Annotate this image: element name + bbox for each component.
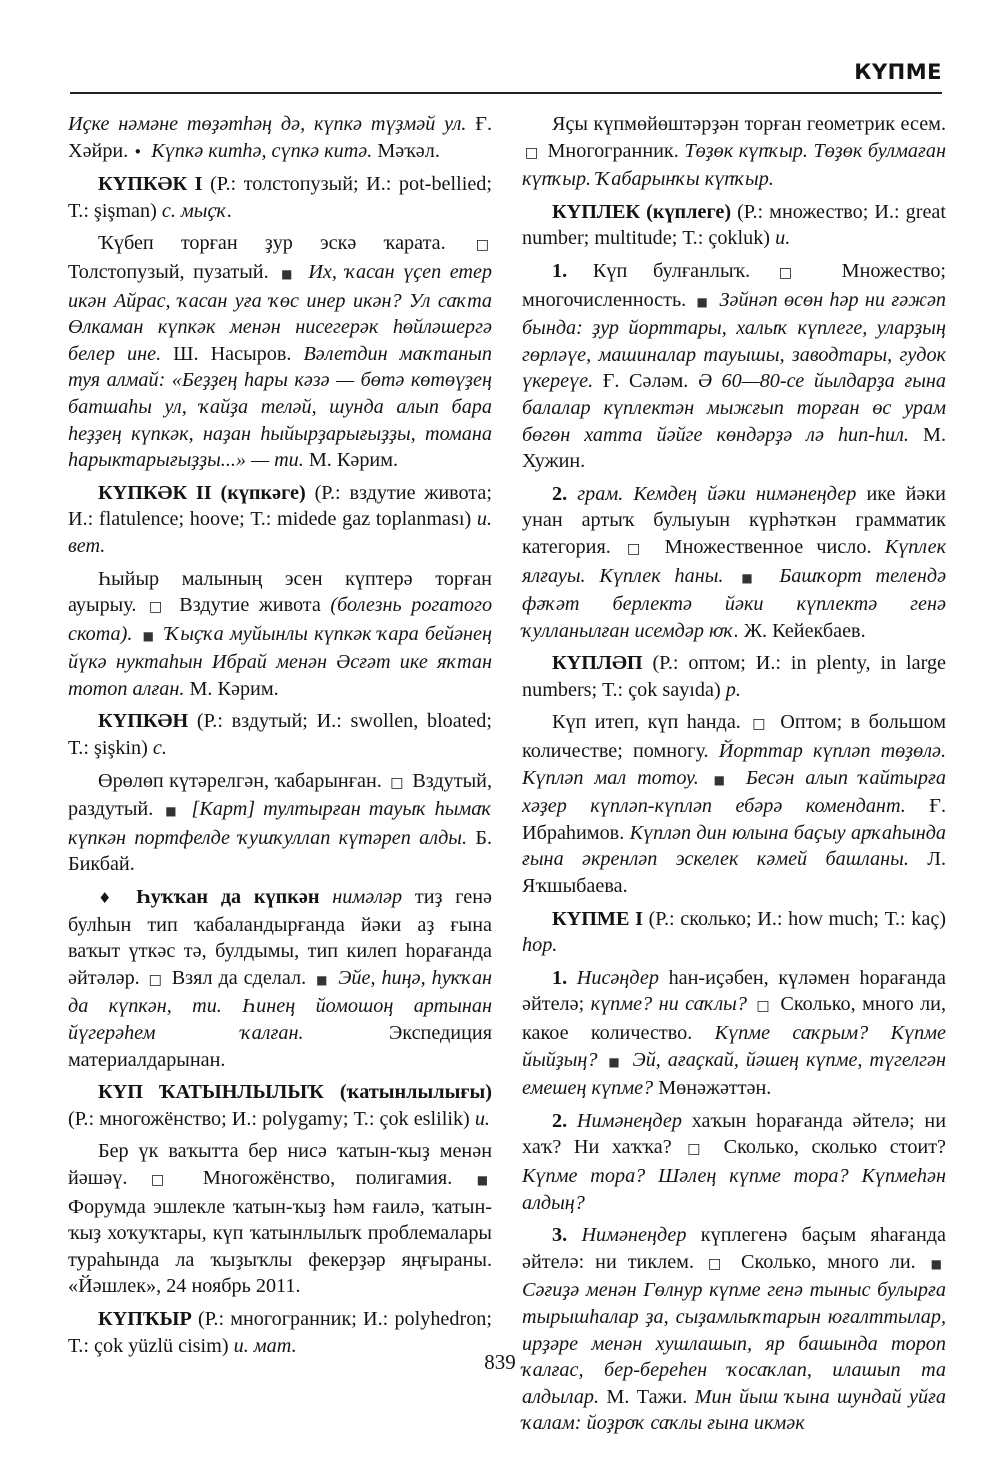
- example-source: М. Кәрим.: [189, 677, 279, 700]
- example: Күпме саҡрым? Күпме йыйҙың?: [522, 1022, 947, 1071]
- part-of-speech: с. мыҫҡ.: [161, 199, 233, 222]
- black-square-icon: ■: [142, 628, 156, 643]
- idiom-phrase: Һуҡҡан да күпкән: [135, 886, 320, 909]
- equivalents: (Р.: множество; И.: great number; multitude; Т.: çokluk): [522, 200, 947, 250]
- example: Күплек ялғауы. Күплек һаны.: [522, 535, 947, 587]
- part-of-speech: һор.: [522, 934, 558, 957]
- sense-1: [522, 965, 946, 1102]
- headword: КҮПКӘК I: [98, 173, 203, 196]
- sense-3: [522, 1222, 946, 1437]
- example: Башҡорт телендә фәҡәт берлектә йәки күплектә генә ҡулланылған исемдәр юҡ.: [522, 564, 947, 642]
- white-square-icon: □: [778, 264, 813, 281]
- entry-kup-katynlylyk-body: [68, 1138, 492, 1300]
- entry-kup-katynlylyk: [68, 1079, 492, 1132]
- example-source: Б. Бикбай.: [68, 826, 492, 876]
- definition: хаҡын һорағанда әйтелә; ни хаҡ? Ни хаҡҡа?: [522, 1109, 947, 1159]
- definition: күпме? ни саҡлы?: [590, 993, 747, 1016]
- translation: Многогранник.: [547, 139, 679, 162]
- example-source: Экспедиция материалдарынан.: [68, 1022, 492, 1071]
- definition: Яҫы күпмөйөштәрҙән торған геометрик есем.: [552, 113, 946, 135]
- black-square-icon: ■: [316, 972, 329, 987]
- translation: Множество; многочисленность.: [522, 259, 947, 311]
- translation-note: (болезнь рогатого скота).: [68, 594, 493, 645]
- black-square-icon: ■: [713, 772, 731, 787]
- idiom-entry: [68, 884, 492, 1073]
- black-square-icon: ■: [930, 1256, 942, 1271]
- equivalents: (Р.: вздутый; И.: swollen, bloated; Т.: şişkin): [68, 710, 493, 760]
- white-square-icon: □: [687, 1141, 709, 1158]
- translation: Вздутие живота: [179, 594, 321, 617]
- equivalents: (Р.: многогранник; И.: polyhedron; Т.: çok yüzlü cisim): [68, 1307, 493, 1357]
- example-quote: Күпкә китһә, сүпкә китә.: [151, 139, 373, 162]
- definition: Күп булғанлыҡ.: [592, 259, 751, 282]
- example-source: Ш. Насыров.: [173, 342, 292, 365]
- entry-kupken: [68, 708, 492, 761]
- translation: Сколько, сколько стоит?: [723, 1136, 946, 1159]
- diamond-icon: ♦: [98, 889, 120, 908]
- translation: Вздутый, раздутый.: [68, 769, 493, 821]
- white-square-icon: □: [150, 1171, 180, 1188]
- sense-2: [522, 1108, 946, 1216]
- example: Мин йыш ҡына шундай уйға ҡалам: йоҙроҡ саҡлы ғына икмәк: [522, 1385, 947, 1435]
- white-square-icon: □: [525, 144, 539, 161]
- headword: КҮПМЕ I: [552, 907, 643, 930]
- definition: Ҡүбеп торған ҙур эскә ҡарата.: [98, 232, 446, 255]
- part-of-speech: с.: [152, 737, 167, 760]
- running-head: [70, 58, 942, 94]
- example-source: М. Тажи.: [606, 1385, 688, 1408]
- sense-number: 3.: [552, 1224, 568, 1247]
- definition: Кемдең йәки: [633, 482, 746, 505]
- example: Ә 60—80-се йылдарҙа ғына балалар күплектән мыжғып торған өс урам бөгөн хатта йәйге көндәрҙә лә һип-һил.: [522, 370, 947, 446]
- equivalents: (Р.: многожёнство; И.: polygamy; Т.: çok eslilik): [68, 1107, 470, 1130]
- equivalents: (Р.: толстопузый; И.: pot-bellied; Т.: şişman): [68, 173, 492, 222]
- example-source: Ғ. Сәләм.: [602, 370, 689, 393]
- example: Сәғиҙә менән Гөлнур күпме генә тыныс булырға тырышһалар ҙа, сыҙамлыҡтарын юғалттылар, ирҙәре менән хушлашып, яр башында тороп ҡалғас, бер-береһен ҡосаҡлап, илашып та алдылар.: [522, 1279, 946, 1408]
- definition: Һыйыр малының эсен күптерә торған ауырыу.: [68, 567, 492, 617]
- part-of-speech: и.: [474, 1107, 490, 1130]
- entry-kupkek-1-body: [68, 230, 492, 473]
- entry-kupkek-1: [68, 171, 492, 224]
- translation: Взял да сделал.: [171, 966, 307, 989]
- example: Төҙөк күпҡыр. Төҙөк булмаған күпҡыр. Ҡабарынҡы күпҡыр.: [522, 139, 946, 191]
- equivalents: (Р.: вздутие живота; И.: flatulence; hoove; Т.: midede gaz toplanması): [68, 481, 492, 531]
- definition: ике йәки унан артыҡ булыуын күрһәткән грамматик категория.: [522, 482, 946, 558]
- example: Күпләп дин юлына баҫыу арҡаһында ғына әкренләп эскелек кәмей башланы.: [522, 821, 947, 871]
- white-square-icon: □: [148, 971, 163, 988]
- equivalents: (Р.: оптом; И.: in plenty, in large numbers; Т.: çok sayıda): [522, 652, 946, 701]
- headword: КҮП ҠАТЫНЛЫЛЫҠ (ҡатынлылығы): [98, 1081, 492, 1104]
- translation: Сколько, много ли.: [741, 1250, 916, 1273]
- entry-kupkyr-body: [522, 111, 946, 193]
- definition: тиҙ генә булһын тип ҡабаландырғанда йәки аҙ ғына ваҡыт үткәс тә, булдымы, тип килеп һорағанда әйтәләр.: [68, 886, 492, 989]
- white-square-icon: □: [756, 998, 771, 1015]
- headword: КҮПЛЕК (күплеге): [552, 200, 732, 223]
- black-square-icon: ■: [476, 1172, 489, 1187]
- sense-number: 2.: [552, 482, 568, 505]
- running-headword: КҮПМЕ: [854, 60, 942, 84]
- usage-note: нимәләр: [332, 886, 403, 909]
- example: [Карт] тултырған тауыҡ һымаҡ күпкән портфелде ҡушҡуллап күтәреп алды.: [68, 798, 493, 849]
- entry-kupme-1: [522, 906, 946, 959]
- sense-2: [522, 481, 946, 645]
- example-source: М. Кәрим.: [308, 449, 399, 472]
- example: Их, ҡасан үҫеп етер икән Айрас, ҡасан уға ҡөс инер икән? Ул саҡта Өлкаман күпкәк менән нисегерәк һөйләшергә белер ине.: [68, 260, 493, 365]
- translation: Толстопузый, пузатый.: [68, 260, 269, 283]
- example: Йорттар күпләп төҙөлә. Күпләп мал тотоу.: [522, 740, 947, 789]
- definition: Өрөлөп күтәрелгән, ҡабарынған.: [98, 769, 382, 792]
- example: Күпме тора? Шәлең күпме тора? Күпмеһән алдың?: [522, 1164, 946, 1214]
- headword: КҮПКӘН: [98, 710, 189, 733]
- example: Эйе, һиңә, һуҡҡан да күпкән, ти. Һинең йомошоң артынан йүгерәһем ҡалған.: [68, 966, 493, 1044]
- example-source: М. Хужин.: [522, 423, 946, 473]
- black-square-icon: ■: [281, 266, 296, 281]
- example: Вәлетдин маҡтанып туя алмай: «Беҙҙең һары кәзә — бөтә көтөүҙең батшаһы ул, ҡайҙа теләй, шунда алып бара һеҙҙең күпкәк, наҙан һыйырҙарығыҙҙы, томана һарыктарығыҙҙы...» — ти.: [68, 342, 493, 472]
- entry-kupken-body: [68, 768, 492, 878]
- entry-kupkek-2-body: [68, 566, 492, 703]
- white-square-icon: □: [390, 774, 404, 791]
- example: Форумда эшлекле ҡатын-ҡыҙ һәм ғаилә, ҡатын-ҡыҙ хоҡуҡтары, күп ҡатынлылыҡ проблемалары тураһында ла ҡыҙыҡлы фекерҙәр яңғыраны.: [68, 1195, 492, 1271]
- translation: Множественное число.: [664, 535, 872, 558]
- example-source: Ж. Кейекбаев.: [743, 619, 866, 642]
- sense-number: 1.: [552, 259, 568, 282]
- white-square-icon: □: [475, 237, 489, 254]
- left-column: [68, 111, 492, 1365]
- part-of-speech: и.: [775, 227, 791, 250]
- entry-kuplek: [522, 199, 946, 252]
- page-number: 839: [484, 1350, 516, 1374]
- example: Эй, ағаҫкай, йәшең күпме, түгелгән емешең күпме?: [522, 1048, 947, 1100]
- sense-number: 2.: [552, 1109, 568, 1132]
- example-source: Л. Яҡшыбаева.: [522, 848, 947, 898]
- translation: Многожёнство, полигамия.: [202, 1166, 453, 1189]
- white-square-icon: □: [707, 1255, 728, 1272]
- headword: КҮПҠЫР: [98, 1307, 192, 1330]
- definition: һан-иҫәбен, күләмен һорағанда әйтелә;: [522, 966, 946, 1016]
- headword: КҮПЛӘП: [552, 652, 643, 675]
- black-square-icon: ■: [696, 294, 710, 309]
- example-source: Ғ. Ибраһимов.: [522, 795, 946, 844]
- sense-number: 1.: [552, 966, 568, 989]
- part-of-speech: р.: [725, 678, 741, 701]
- entry-kupkek-2: [68, 480, 492, 560]
- black-square-icon: ■: [741, 570, 762, 585]
- entry-kuplap: [522, 650, 946, 703]
- white-square-icon: □: [148, 599, 167, 616]
- translation: Сколько, много ли, какое количество.: [522, 993, 947, 1044]
- bullet-icon: •: [133, 142, 143, 161]
- white-square-icon: □: [627, 540, 649, 557]
- usage-note: Нимәнеңдер: [576, 1109, 682, 1132]
- equivalents: (Р.: сколько; И.: how much; Т.: kaç): [648, 907, 946, 930]
- example-source: Мәҡәл.: [377, 139, 440, 162]
- headword: КҮПКӘК II (күпкәге): [98, 481, 306, 504]
- definition: күплегенә баҫым яһағанда әйтелә: ни тиклем.: [522, 1224, 947, 1273]
- example-quote: Иҫке нәмәне төҙәтһәң дә, күпкә түҙмәй ул.: [68, 113, 467, 135]
- entry-continuation: [68, 111, 492, 165]
- example: Зәйнәп өсөн һәр ни ғәжәп бында: ҙур йорттары, халыҡ күплеге, уларҙың гөрләүе, машиналар тауышы, заводтары, гудок үкереүе.: [522, 288, 946, 393]
- sense-1: [522, 258, 946, 475]
- usage-note: Нимәнеңдер: [581, 1224, 687, 1247]
- white-square-icon: □: [752, 716, 769, 733]
- label: грам.: [577, 482, 624, 505]
- translation: Оптом; в большом количестве; помногу.: [522, 711, 947, 763]
- black-square-icon: ■: [608, 1054, 622, 1069]
- part-of-speech: и. мат.: [233, 1334, 297, 1357]
- example-source: «Йәшлек», 24 ноябрь 2011.: [68, 1275, 301, 1298]
- part-of-speech: и. вет.: [68, 508, 492, 557]
- example: Ҡыҫҡа муйынлы күпкәк ҡара бейәнең йүкә нуктаһын Ибрай менән Әсғәт ике яҡтан тотоп алған.: [68, 622, 493, 700]
- entry-kuplap-body: [522, 709, 946, 899]
- example: Бесән алып ҡайтырға хәҙер күпләп-күпләп ебәрә комендант.: [522, 766, 946, 818]
- right-column: [522, 111, 946, 1443]
- usage-note: нимәнеңдер: [755, 482, 857, 505]
- usage-note: Нисәңдер: [576, 966, 659, 989]
- definition: Күп итеп, күп һанда.: [552, 711, 741, 734]
- example-source: Ғ. Хәйри.: [68, 113, 492, 162]
- definition: Бер үк ваҡытта бер нисә ҡатын-ҡыҙ менән йәшәү.: [68, 1140, 492, 1189]
- black-square-icon: ■: [165, 804, 180, 819]
- example-source: Мөнәжәттән.: [658, 1077, 772, 1100]
